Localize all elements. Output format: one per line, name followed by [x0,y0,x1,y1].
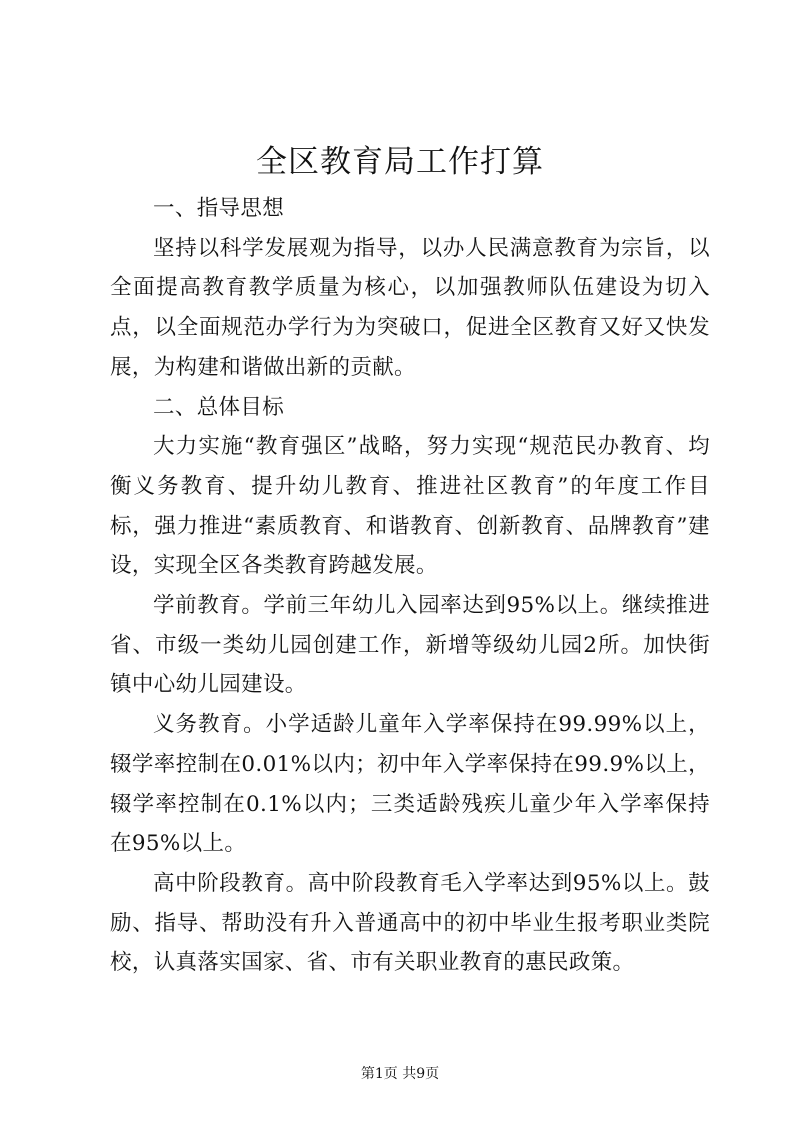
paragraph-high-school-education: 高中阶段教育。高中阶段教育毛入学率达到95%以上。鼓励、指导、帮助没有升入普通高中的初中毕业生报考职业类院校，认真落实国家、省、市有关职业教育的惠民政策。 [110,870,710,976]
document-body [110,189,710,983]
paragraph-preschool-education: 学前教育。学前三年幼儿入园率达到95%以上。继续推进省、市级一类幼儿园创建工作，新增等级幼儿园2所。加快街镇中心幼儿园建设。 [110,593,710,698]
paragraph-guiding-ideology: 坚持以科学发展观为指导，以办人民满意教育为宗旨，以全面提高教育教学质量为核心，以加强教师队伍建设为切入点，以全面规范办学行为为突破口，促进全区教育又好又快发展，为构建和谐做出新的贡献。 [110,235,710,380]
document-title: 全区教育局工作打算 [256,144,544,180]
heading-guiding-ideology: 一、指导思想 [153,196,285,221]
paragraph-overall-goals: 大力实施“教育强区”战略，努力实现“规范民办教育、均衡义务教育、提升幼儿教育、推进社区教育”的年度工作目标，强力推进“素质教育、和谐教育、创新教育、品牌教育”建设，实现全区各类教育跨越发展。 [110,434,710,579]
page-footer: 第1页 共9页 [360,1066,440,1082]
paragraph-compulsory-education: 义务教育。小学适龄儿童年入学率保持在99.99%以上，辍学率控制在0.01%以内；初中年入学率保持在99.9%以上，辍学率控制在0.1%以内；三类适龄残疾儿童少年入学率保持在95%以上。 [110,712,710,857]
heading-overall-goals: 二、总体目标 [153,394,285,420]
